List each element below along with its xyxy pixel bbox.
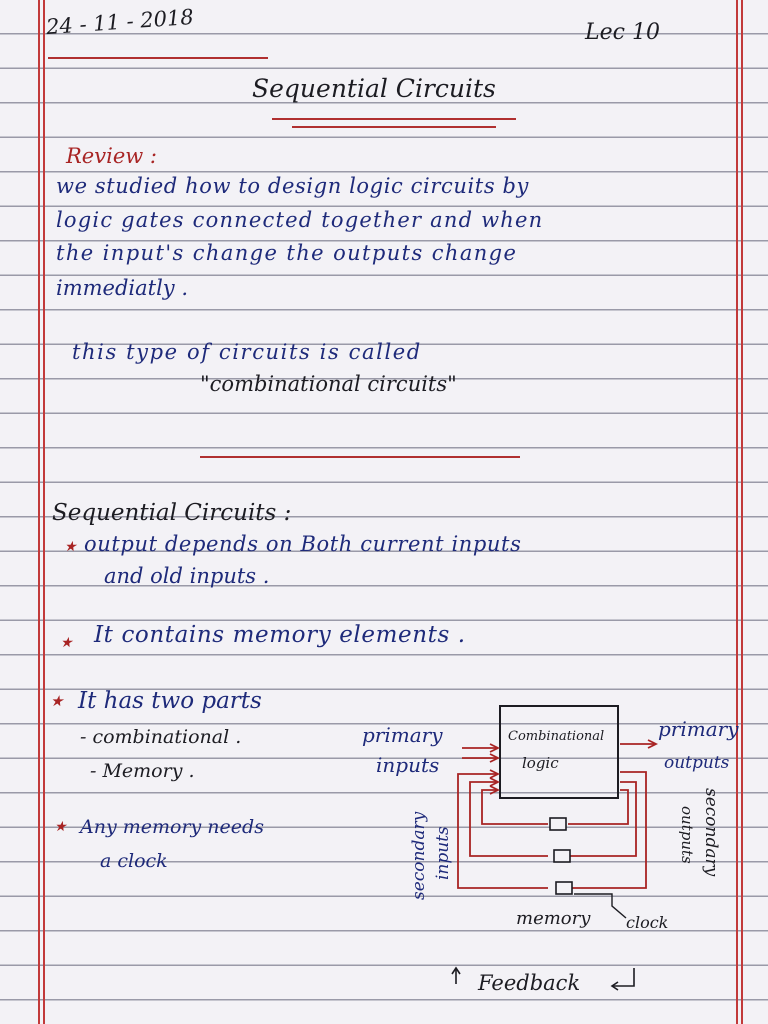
- memory-element-2: [554, 850, 570, 862]
- feedback-label: Feedback: [478, 971, 581, 995]
- bullet-1-line-1: output depends on Both current inputs: [84, 532, 522, 556]
- circuit-type-line-1: this type of circuits is called: [72, 340, 422, 364]
- secondary-inputs-label-1: secondary: [409, 811, 429, 900]
- bullet-2: It contains memory elements .: [94, 622, 466, 648]
- memory-label: memory: [516, 908, 591, 929]
- combinational-logic-block: [500, 706, 618, 798]
- primary-output-arrow: [620, 740, 656, 748]
- bullet-star-2: ★: [60, 635, 73, 651]
- review-line-3: the input's change the outputs change: [56, 241, 518, 265]
- bullet-1-line-2: and old inputs .: [104, 564, 270, 588]
- lecture-number: Lec 10: [585, 20, 660, 45]
- review-heading: Review :: [66, 144, 157, 168]
- review-line-1: we studied how to design logic circuits by: [56, 174, 529, 198]
- bullet-star-3: ★: [50, 692, 64, 710]
- review-line-2: logic gates connected together and when: [56, 208, 544, 232]
- part-combinational: - combinational .: [80, 726, 242, 748]
- part-memory: - Memory .: [90, 760, 195, 782]
- memory-element-3: [556, 882, 572, 894]
- secondary-outputs-label-2: outputs: [678, 806, 696, 864]
- primary-input-arrows: [462, 744, 498, 762]
- bullet-4-line-1: Any memory needs: [80, 816, 264, 838]
- circuit-type-line-2: "combinational circuits": [200, 372, 457, 396]
- bullet-3: It has two parts: [78, 688, 262, 714]
- memory-elements: [550, 818, 572, 894]
- primary-outputs-label-1: primary: [658, 717, 739, 741]
- clock-label: clock: [626, 913, 669, 932]
- bullet-4-line-2: a clock: [100, 850, 168, 872]
- review-line-4: immediatly .: [56, 276, 189, 300]
- bullet-star-1: ★: [64, 539, 77, 555]
- page-title: Sequential Circuits: [252, 74, 496, 103]
- block-label-1: Combinational: [508, 729, 605, 744]
- memory-element-1: [550, 818, 566, 830]
- block-label-2: logic: [522, 754, 559, 772]
- bullet-star-4: ★: [54, 819, 67, 835]
- date: 24 - 11 - 2018: [45, 4, 195, 40]
- secondary-inputs-label-2: inputs: [433, 826, 453, 880]
- secondary-outputs-label-1: secondary: [701, 788, 721, 877]
- primary-outputs-label-2: outputs: [664, 753, 730, 773]
- sequential-heading: Sequential Circuits :: [52, 500, 292, 526]
- primary-inputs-label-2: inputs: [376, 753, 440, 777]
- primary-inputs-label-1: primary: [362, 723, 443, 747]
